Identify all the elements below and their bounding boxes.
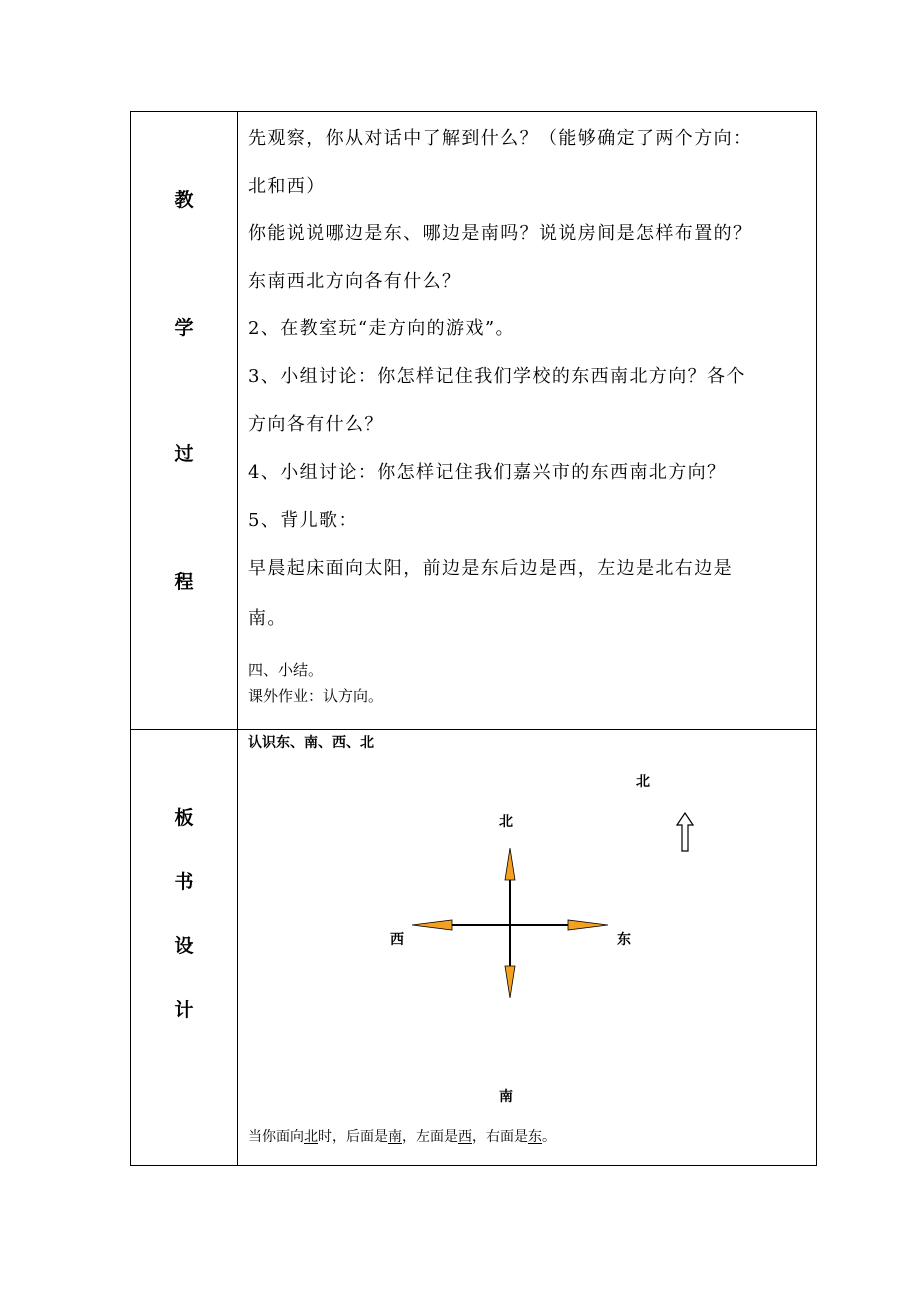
sentence-word-north: 北 <box>304 1129 318 1145</box>
sentence-part-3: ，左面是 <box>402 1129 458 1145</box>
sentence-part-1: 当你面向 <box>248 1129 304 1145</box>
process-label-char-2: 学 <box>174 317 194 339</box>
process-paragraph-3: 你能说说哪边是东、哪边是南吗？说说房间是怎样布置的？ <box>248 223 753 244</box>
board-label-char-3: 设 <box>174 935 194 957</box>
process-paragraph-1: 先观察，你从对话中了解到什么？（能够确定了两个方向： <box>248 128 753 149</box>
board-title: 认识东、南、西、北 <box>248 735 374 751</box>
arrow-west-icon <box>412 920 452 930</box>
process-paragraph-10: 早晨起床面向太阳，前边是东后边是西，左边是北右边是 <box>248 558 733 579</box>
sentence-part-5: 。 <box>542 1129 556 1145</box>
board-label-char-2: 书 <box>174 871 194 893</box>
compass-north-label: 北 <box>499 814 513 830</box>
corner-north-label: 北 <box>636 774 650 790</box>
sentence-word-east: 东 <box>528 1129 542 1145</box>
process-paragraph-2: 北和西） <box>248 176 326 197</box>
compass-south-label: 南 <box>499 1089 513 1105</box>
process-summary: 四、小结。 <box>248 661 324 679</box>
compass-west-label: 西 <box>390 932 404 948</box>
sentence-word-west: 西 <box>458 1129 472 1145</box>
table-border-top <box>130 111 817 112</box>
sentence-part-2: 时，后面是 <box>318 1129 388 1145</box>
process-label-char-1: 教 <box>174 189 194 211</box>
process-paragraph-6: 3、小组讨论：你怎样记住我们学校的东西南北方向？各个 <box>248 366 746 387</box>
row-divider <box>130 729 817 730</box>
column-divider <box>237 111 238 1166</box>
process-paragraph-4: 东南西北方向各有什么？ <box>248 271 462 292</box>
board-label-char-4: 计 <box>174 999 194 1021</box>
direction-sentence <box>248 1130 556 1144</box>
sentence-part-4: ，右面是 <box>472 1129 528 1145</box>
process-paragraph-9: 5、背儿歌： <box>248 510 358 531</box>
process-homework: 课外作业：认方向。 <box>248 687 384 705</box>
process-paragraph-11: 南。 <box>248 608 287 629</box>
arrow-south-icon <box>505 966 515 998</box>
process-paragraph-8: 4、小组讨论：你怎样记住我们嘉兴市的东西南北方向？ <box>248 462 727 483</box>
compass-diagram <box>400 840 620 1010</box>
process-label-char-4: 程 <box>174 571 194 593</box>
process-label-char-3: 过 <box>174 443 194 465</box>
board-label-char-1: 板 <box>174 807 194 829</box>
arrow-north-icon <box>505 848 515 880</box>
north-indicator-arrow-icon <box>676 812 694 852</box>
process-paragraph-5: 2、在教室玩“走方向的游戏”。 <box>248 318 515 339</box>
table-border-right <box>816 111 817 1166</box>
process-paragraph-7: 方向各有什么？ <box>248 414 384 435</box>
sentence-word-south: 南 <box>388 1129 402 1145</box>
arrow-east-icon <box>568 920 608 930</box>
table-border-bottom <box>130 1165 817 1166</box>
compass-east-label: 东 <box>617 932 631 948</box>
